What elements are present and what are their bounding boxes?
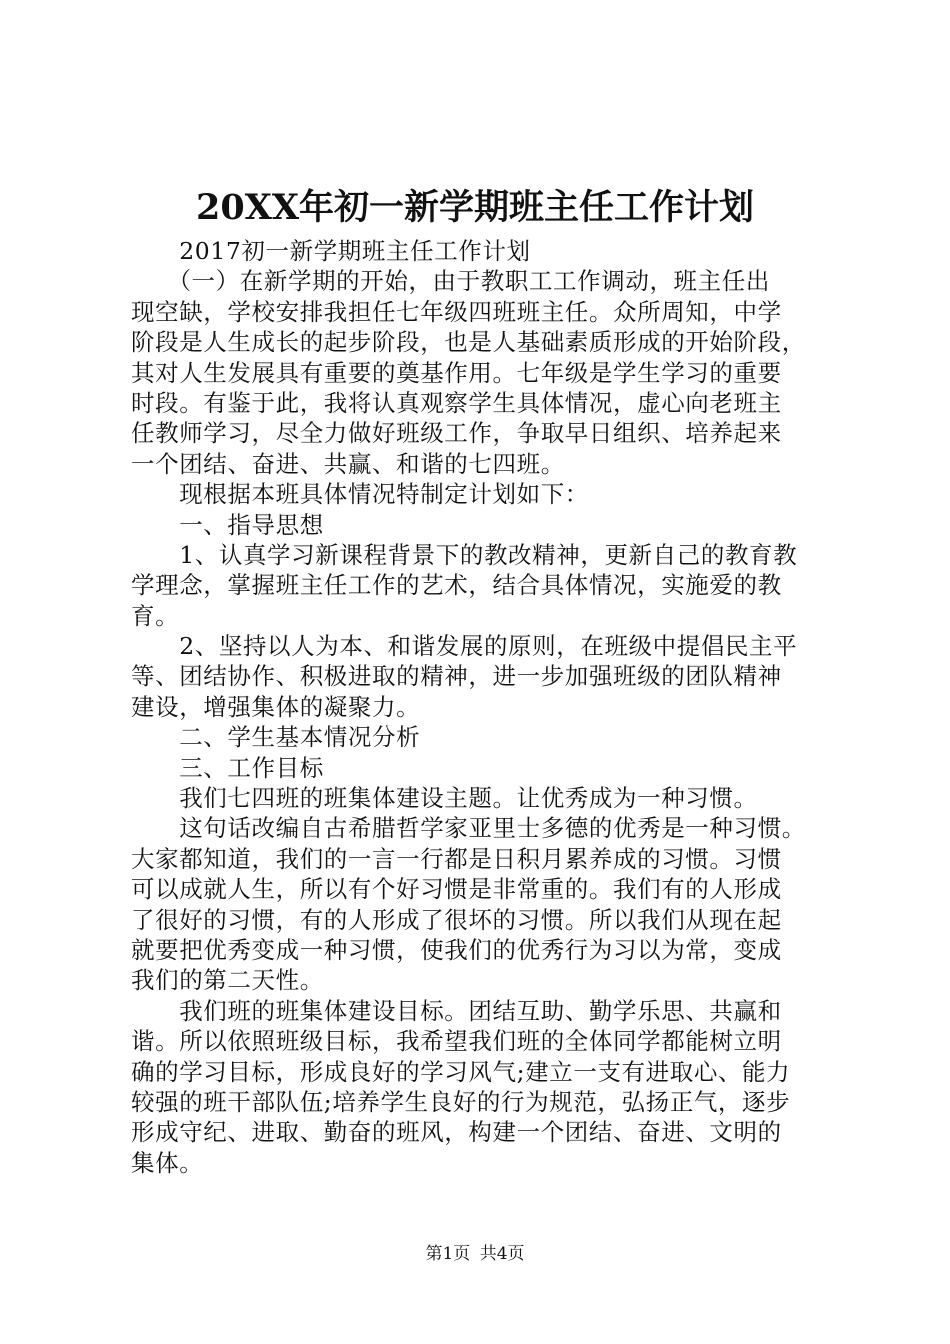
body-line: 了很好的习惯，有的人形成了很坏的习惯。所以我们从现在起: [131, 905, 782, 934]
page-number: 第1页: [425, 1244, 471, 1264]
page-total: 共4页: [479, 1244, 525, 1264]
body-line: 谐。所以依照班级目标，我希望我们班的全体同学都能树立明: [131, 1027, 782, 1056]
section-heading: 三、工作目标: [131, 753, 324, 782]
document-body: [131, 236, 831, 1178]
body-line: 建设，增强集体的凝聚力。: [131, 692, 421, 721]
body-line: 2017初一新学期班主任工作计划: [131, 237, 531, 265]
document-title: 20XX年初一新学期班主任工作计划: [195, 187, 755, 228]
body-line: 其对人生发展具有重要的奠基作用。七年级是学生学习的重要: [131, 358, 782, 387]
body-line: 现空缺，学校安排我担任七年级四班班主任。众所周知，中学: [131, 297, 782, 326]
body-line: 阶段是人生成长的起步阶段，也是人基础素质形成的开始阶段，: [131, 328, 806, 357]
body-line: 时段。有鉴于此，我将认真观察学生具体情况，虚心向老班主: [131, 388, 782, 417]
body-line: 较强的班干部队伍;培养学生良好的行为规范，弘扬正气，逐步: [131, 1087, 791, 1116]
body-line: 我们的第二天性。: [131, 966, 324, 995]
body-line: 学理念，掌握班主任工作的艺术，结合具体情况，实施爱的教: [131, 571, 782, 600]
body-line: 我们七四班的班集体建设主题。让优秀成为一种习惯。: [131, 784, 758, 813]
section-heading: 一、指导思想: [131, 510, 324, 539]
section-heading: 二、学生基本情况分析: [131, 723, 421, 752]
body-line: 育。: [131, 601, 180, 630]
body-line: 确的学习目标，形成良好的学习风气;建立一支有进取心、能力: [131, 1057, 791, 1086]
body-line: 这句话改编自古希腊哲学家亚里士多德的优秀是一种习惯。: [131, 814, 806, 843]
body-line: 1、认真学习新课程背景下的教改精神，更新自己的教育教: [131, 540, 798, 569]
body-line: 大家都知道，我们的一言一行都是日积月累养成的习惯。习惯: [131, 844, 782, 873]
body-line: 任教师学习，尽全力做好班级工作，争取早日组织、培养起来: [131, 419, 782, 448]
body-line: 可以成就人生，所以有个好习惯是非常重的。我们有的人形成: [131, 875, 782, 904]
body-line: 等、团结协作、积极进取的精神，进一步加强班级的团队精神: [131, 662, 782, 691]
body-line: 形成守纪、进取、勤奋的班风，构建一个团结、奋进、文明的: [131, 1118, 782, 1147]
page-footer: [0, 1243, 950, 1265]
body-line: 就要把优秀变成一种习惯，使我们的优秀行为习以为常，变成: [131, 935, 782, 964]
body-line: 2、坚持以人为本、和谐发展的原则，在班级中提倡民主平: [131, 632, 798, 661]
body-line: 现根据本班具体情况特制定计划如下：: [131, 480, 589, 509]
body-line: 集体。: [131, 1148, 204, 1177]
body-line: （一）在新学期的开始，由于教职工工作调动，班主任出: [131, 267, 770, 296]
body-line: 我们班的班集体建设目标。团结互助、勤学乐思、共赢和: [131, 996, 782, 1025]
body-line: 一个团结、奋进、共赢、和谐的七四班。: [131, 449, 565, 478]
